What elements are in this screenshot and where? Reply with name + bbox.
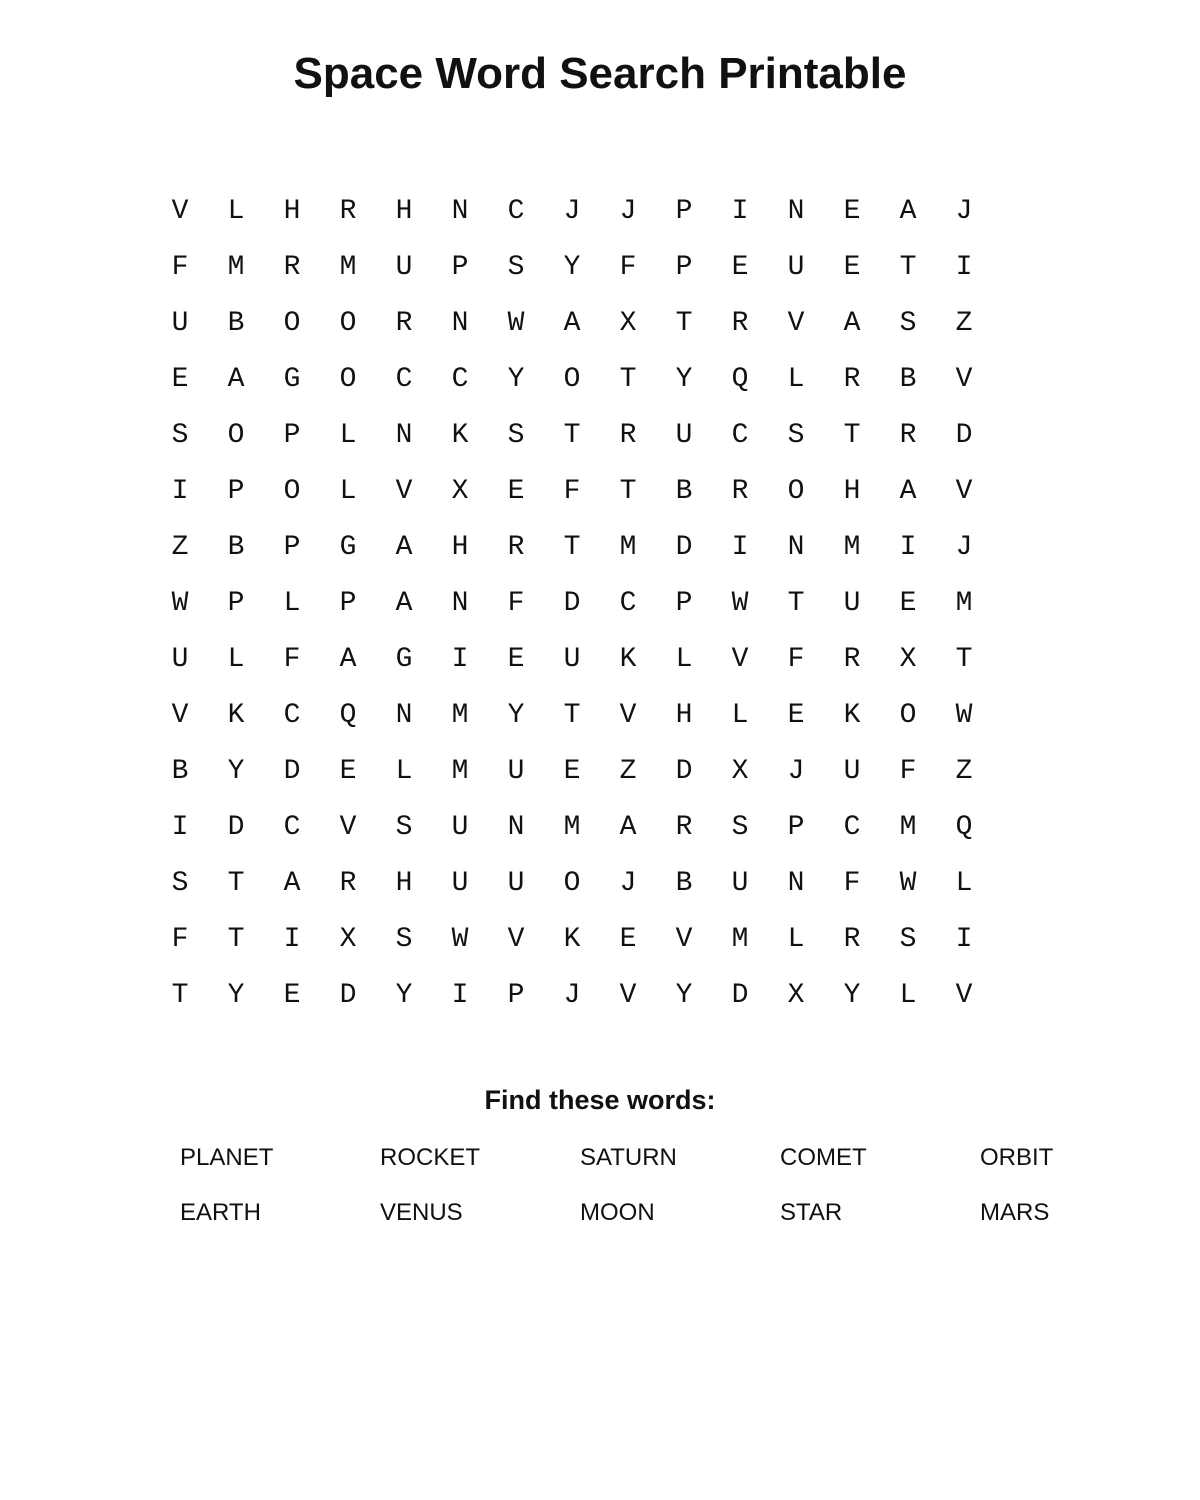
word-list-row <box>180 1185 1180 1240</box>
grid-letter: A <box>395 588 413 619</box>
grid-letter: T <box>899 252 917 283</box>
grid-letter: D <box>675 756 693 787</box>
grid-letter: X <box>451 476 469 507</box>
grid-letter: Y <box>675 364 693 395</box>
grid-letter: Y <box>227 980 245 1011</box>
grid-letter: U <box>171 644 189 675</box>
grid-letter: R <box>619 420 637 451</box>
grid-letter: E <box>899 588 917 619</box>
grid-letter: R <box>675 812 693 843</box>
grid-letter: U <box>843 588 861 619</box>
grid-row <box>152 352 992 408</box>
grid-row <box>152 184 992 240</box>
grid-letter: R <box>731 476 749 507</box>
grid-letter: L <box>675 644 693 675</box>
grid-letter: P <box>227 476 245 507</box>
grid-letter: Q <box>955 812 973 843</box>
grid-letter: Q <box>731 364 749 395</box>
grid-letter: N <box>395 420 413 451</box>
word-list-item: STAR <box>780 1198 843 1226</box>
grid-letter: L <box>227 196 245 227</box>
grid-letter: G <box>283 364 301 395</box>
grid-letter: K <box>451 420 469 451</box>
grid-letter: E <box>283 980 301 1011</box>
grid-letter: B <box>227 532 245 563</box>
grid-letter: F <box>619 252 637 283</box>
grid-letter: O <box>563 868 581 899</box>
grid-letter: J <box>563 980 581 1011</box>
grid-letter: N <box>451 308 469 339</box>
grid-letter: W <box>171 588 189 619</box>
grid-letter: T <box>227 868 245 899</box>
grid-letter: Y <box>675 980 693 1011</box>
grid-letter: S <box>395 812 413 843</box>
grid-letter: Y <box>563 252 581 283</box>
grid-letter: D <box>283 756 301 787</box>
grid-letter: E <box>507 644 525 675</box>
grid-row <box>152 800 992 856</box>
grid-letter: T <box>619 364 637 395</box>
grid-letter: V <box>171 196 189 227</box>
grid-row <box>152 632 992 688</box>
grid-letter: V <box>619 980 637 1011</box>
grid-letter: U <box>563 644 581 675</box>
grid-letter: D <box>731 980 749 1011</box>
grid-letter: T <box>563 532 581 563</box>
grid-letter: O <box>563 364 581 395</box>
word-list-heading: Find these words: <box>484 1085 716 1115</box>
word-list-item: ORBIT <box>980 1143 1054 1171</box>
grid-letter: D <box>339 980 357 1011</box>
grid-letter: N <box>507 812 525 843</box>
word-list-item: ROCKET <box>380 1143 481 1171</box>
grid-row <box>152 408 992 464</box>
word-list-item: SATURN <box>580 1143 677 1171</box>
grid-letter: L <box>787 924 805 955</box>
grid-letter: K <box>563 924 581 955</box>
grid-letter: V <box>619 700 637 731</box>
grid-letter: Z <box>955 756 973 787</box>
grid-letter: V <box>507 924 525 955</box>
grid-letter: Q <box>339 700 357 731</box>
grid-letter: O <box>787 476 805 507</box>
grid-letter: M <box>451 700 469 731</box>
grid-letter: S <box>787 420 805 451</box>
grid-letter: T <box>675 308 693 339</box>
grid-letter: N <box>451 588 469 619</box>
grid-letter: D <box>227 812 245 843</box>
grid-letter: L <box>283 588 301 619</box>
grid-letter: C <box>283 700 301 731</box>
grid-letter: M <box>899 812 917 843</box>
grid-letter: K <box>619 644 637 675</box>
grid-letter: M <box>563 812 581 843</box>
grid-letter: P <box>507 980 525 1011</box>
grid-letter: Y <box>507 364 525 395</box>
grid-letter: L <box>731 700 749 731</box>
grid-letter: S <box>171 868 189 899</box>
grid-letter: U <box>451 812 469 843</box>
grid-letter: Y <box>395 980 413 1011</box>
grid-letter: L <box>339 420 357 451</box>
grid-letter: I <box>731 196 749 227</box>
grid-letter: V <box>171 700 189 731</box>
letter-grid <box>152 184 992 1024</box>
word-list-item: MOON <box>580 1198 655 1226</box>
grid-letter: H <box>675 700 693 731</box>
grid-letter: M <box>731 924 749 955</box>
grid-letter: T <box>227 924 245 955</box>
grid-letter: E <box>507 476 525 507</box>
grid-letter: B <box>171 756 189 787</box>
grid-letter: E <box>171 364 189 395</box>
grid-letter: J <box>619 868 637 899</box>
grid-letter: N <box>451 196 469 227</box>
grid-letter: P <box>283 420 301 451</box>
grid-letter: I <box>171 812 189 843</box>
grid-row <box>152 520 992 576</box>
grid-letter: A <box>563 308 581 339</box>
grid-letter: L <box>227 644 245 675</box>
grid-letter: E <box>843 196 861 227</box>
grid-letter: E <box>787 700 805 731</box>
grid-letter: O <box>899 700 917 731</box>
grid-letter: Y <box>507 700 525 731</box>
grid-letter: S <box>395 924 413 955</box>
grid-letter: P <box>675 588 693 619</box>
grid-letter: F <box>843 868 861 899</box>
grid-letter: D <box>675 532 693 563</box>
grid-letter: R <box>283 252 301 283</box>
grid-letter: R <box>339 196 357 227</box>
grid-letter: A <box>395 532 413 563</box>
grid-letter: B <box>675 868 693 899</box>
grid-letter: U <box>171 308 189 339</box>
grid-row <box>152 856 992 912</box>
grid-letter: R <box>843 924 861 955</box>
grid-letter: X <box>619 308 637 339</box>
grid-letter: X <box>339 924 357 955</box>
grid-letter: T <box>171 980 189 1011</box>
grid-letter: A <box>283 868 301 899</box>
grid-letter: O <box>227 420 245 451</box>
grid-letter: S <box>171 420 189 451</box>
grid-letter: L <box>787 364 805 395</box>
grid-letter: H <box>395 868 413 899</box>
grid-letter: F <box>563 476 581 507</box>
grid-letter: O <box>283 308 301 339</box>
grid-letter: N <box>395 700 413 731</box>
grid-letter: O <box>339 308 357 339</box>
grid-letter: H <box>451 532 469 563</box>
grid-letter: L <box>339 476 357 507</box>
grid-row <box>152 688 992 744</box>
grid-letter: Z <box>171 532 189 563</box>
grid-letter: J <box>787 756 805 787</box>
grid-letter: T <box>787 588 805 619</box>
grid-letter: D <box>955 420 973 451</box>
grid-letter: R <box>395 308 413 339</box>
grid-letter: S <box>507 252 525 283</box>
grid-letter: X <box>899 644 917 675</box>
grid-letter: E <box>619 924 637 955</box>
grid-letter: T <box>619 476 637 507</box>
grid-letter: C <box>843 812 861 843</box>
grid-letter: J <box>955 196 973 227</box>
grid-row <box>152 744 992 800</box>
grid-letter: R <box>899 420 917 451</box>
grid-letter: C <box>507 196 525 227</box>
grid-letter: F <box>283 644 301 675</box>
grid-letter: V <box>339 812 357 843</box>
grid-letter: O <box>339 364 357 395</box>
grid-letter: P <box>283 532 301 563</box>
grid-letter: A <box>899 476 917 507</box>
word-list-item: VENUS <box>380 1198 463 1226</box>
grid-letter: J <box>563 196 581 227</box>
grid-letter: I <box>955 252 973 283</box>
grid-letter: C <box>619 588 637 619</box>
grid-letter: S <box>899 924 917 955</box>
grid-letter: P <box>675 196 693 227</box>
grid-letter: F <box>171 252 189 283</box>
grid-letter: G <box>339 532 357 563</box>
grid-letter: E <box>731 252 749 283</box>
word-list <box>180 1130 1180 1240</box>
page-title: Space Word Search Printable <box>293 49 907 98</box>
grid-letter: V <box>787 308 805 339</box>
grid-letter: R <box>843 364 861 395</box>
grid-letter: W <box>451 924 469 955</box>
grid-letter: E <box>339 756 357 787</box>
grid-letter: A <box>227 364 245 395</box>
grid-letter: V <box>955 980 973 1011</box>
grid-letter: L <box>395 756 413 787</box>
grid-letter: J <box>619 196 637 227</box>
grid-letter: P <box>451 252 469 283</box>
grid-letter: L <box>955 868 973 899</box>
grid-letter: A <box>339 644 357 675</box>
grid-letter: W <box>731 588 749 619</box>
grid-letter: E <box>563 756 581 787</box>
grid-letter: Z <box>955 308 973 339</box>
grid-letter: U <box>843 756 861 787</box>
grid-letter: R <box>339 868 357 899</box>
grid-letter: M <box>227 252 245 283</box>
grid-letter: Y <box>843 980 861 1011</box>
grid-row <box>152 464 992 520</box>
grid-letter: V <box>955 364 973 395</box>
grid-letter: P <box>339 588 357 619</box>
grid-letter: I <box>731 532 749 563</box>
grid-letter: N <box>787 868 805 899</box>
grid-letter: Z <box>619 756 637 787</box>
grid-letter: G <box>395 644 413 675</box>
grid-letter: X <box>787 980 805 1011</box>
grid-letter: T <box>955 644 973 675</box>
grid-letter: F <box>787 644 805 675</box>
word-list-item: PLANET <box>180 1143 274 1171</box>
grid-letter: H <box>843 476 861 507</box>
grid-letter: R <box>507 532 525 563</box>
grid-letter: I <box>955 924 973 955</box>
grid-letter: N <box>787 196 805 227</box>
grid-letter: T <box>563 420 581 451</box>
grid-letter: L <box>899 980 917 1011</box>
grid-letter: B <box>675 476 693 507</box>
grid-letter: M <box>619 532 637 563</box>
grid-letter: T <box>843 420 861 451</box>
grid-letter: M <box>339 252 357 283</box>
grid-letter: R <box>731 308 749 339</box>
word-list-item: EARTH <box>180 1198 261 1226</box>
grid-letter: B <box>227 308 245 339</box>
grid-letter: E <box>843 252 861 283</box>
grid-letter: C <box>731 420 749 451</box>
grid-letter: V <box>731 644 749 675</box>
grid-letter: C <box>395 364 413 395</box>
grid-row <box>152 912 992 968</box>
grid-letter: F <box>899 756 917 787</box>
grid-letter: V <box>395 476 413 507</box>
grid-letter: F <box>507 588 525 619</box>
grid-letter: U <box>507 756 525 787</box>
grid-letter: U <box>731 868 749 899</box>
grid-letter: D <box>563 588 581 619</box>
grid-letter: C <box>283 812 301 843</box>
grid-row <box>152 296 992 352</box>
grid-letter: I <box>451 980 469 1011</box>
grid-letter: A <box>619 812 637 843</box>
grid-letter: C <box>451 364 469 395</box>
grid-letter: K <box>227 700 245 731</box>
grid-letter: S <box>899 308 917 339</box>
grid-letter: U <box>675 420 693 451</box>
grid-letter: W <box>955 700 973 731</box>
grid-letter: Y <box>227 756 245 787</box>
grid-letter: O <box>283 476 301 507</box>
word-list-item: MARS <box>980 1198 1050 1226</box>
grid-letter: W <box>507 308 525 339</box>
grid-letter: W <box>899 868 917 899</box>
grid-letter: H <box>395 196 413 227</box>
grid-letter: P <box>227 588 245 619</box>
grid-letter: B <box>899 364 917 395</box>
grid-letter: P <box>675 252 693 283</box>
grid-letter: F <box>171 924 189 955</box>
grid-letter: S <box>507 420 525 451</box>
word-list-row <box>180 1130 1180 1185</box>
grid-row <box>152 576 992 632</box>
grid-letter: M <box>955 588 973 619</box>
grid-letter: J <box>955 532 973 563</box>
grid-letter: I <box>451 644 469 675</box>
grid-letter: K <box>843 700 861 731</box>
grid-letter: T <box>563 700 581 731</box>
grid-letter: V <box>675 924 693 955</box>
grid-letter: U <box>787 252 805 283</box>
grid-letter: P <box>787 812 805 843</box>
grid-row <box>152 968 992 1024</box>
grid-letter: U <box>451 868 469 899</box>
grid-letter: I <box>899 532 917 563</box>
grid-letter: R <box>843 644 861 675</box>
grid-letter: A <box>843 308 861 339</box>
word-list-item: COMET <box>780 1143 867 1171</box>
grid-letter: M <box>451 756 469 787</box>
grid-letter: I <box>283 924 301 955</box>
grid-letter: U <box>395 252 413 283</box>
grid-row <box>152 240 992 296</box>
grid-letter: I <box>171 476 189 507</box>
grid-letter: M <box>843 532 861 563</box>
grid-letter: A <box>899 196 917 227</box>
grid-letter: S <box>731 812 749 843</box>
grid-letter: H <box>283 196 301 227</box>
grid-letter: V <box>955 476 973 507</box>
grid-letter: U <box>507 868 525 899</box>
grid-letter: X <box>731 756 749 787</box>
grid-letter: N <box>787 532 805 563</box>
